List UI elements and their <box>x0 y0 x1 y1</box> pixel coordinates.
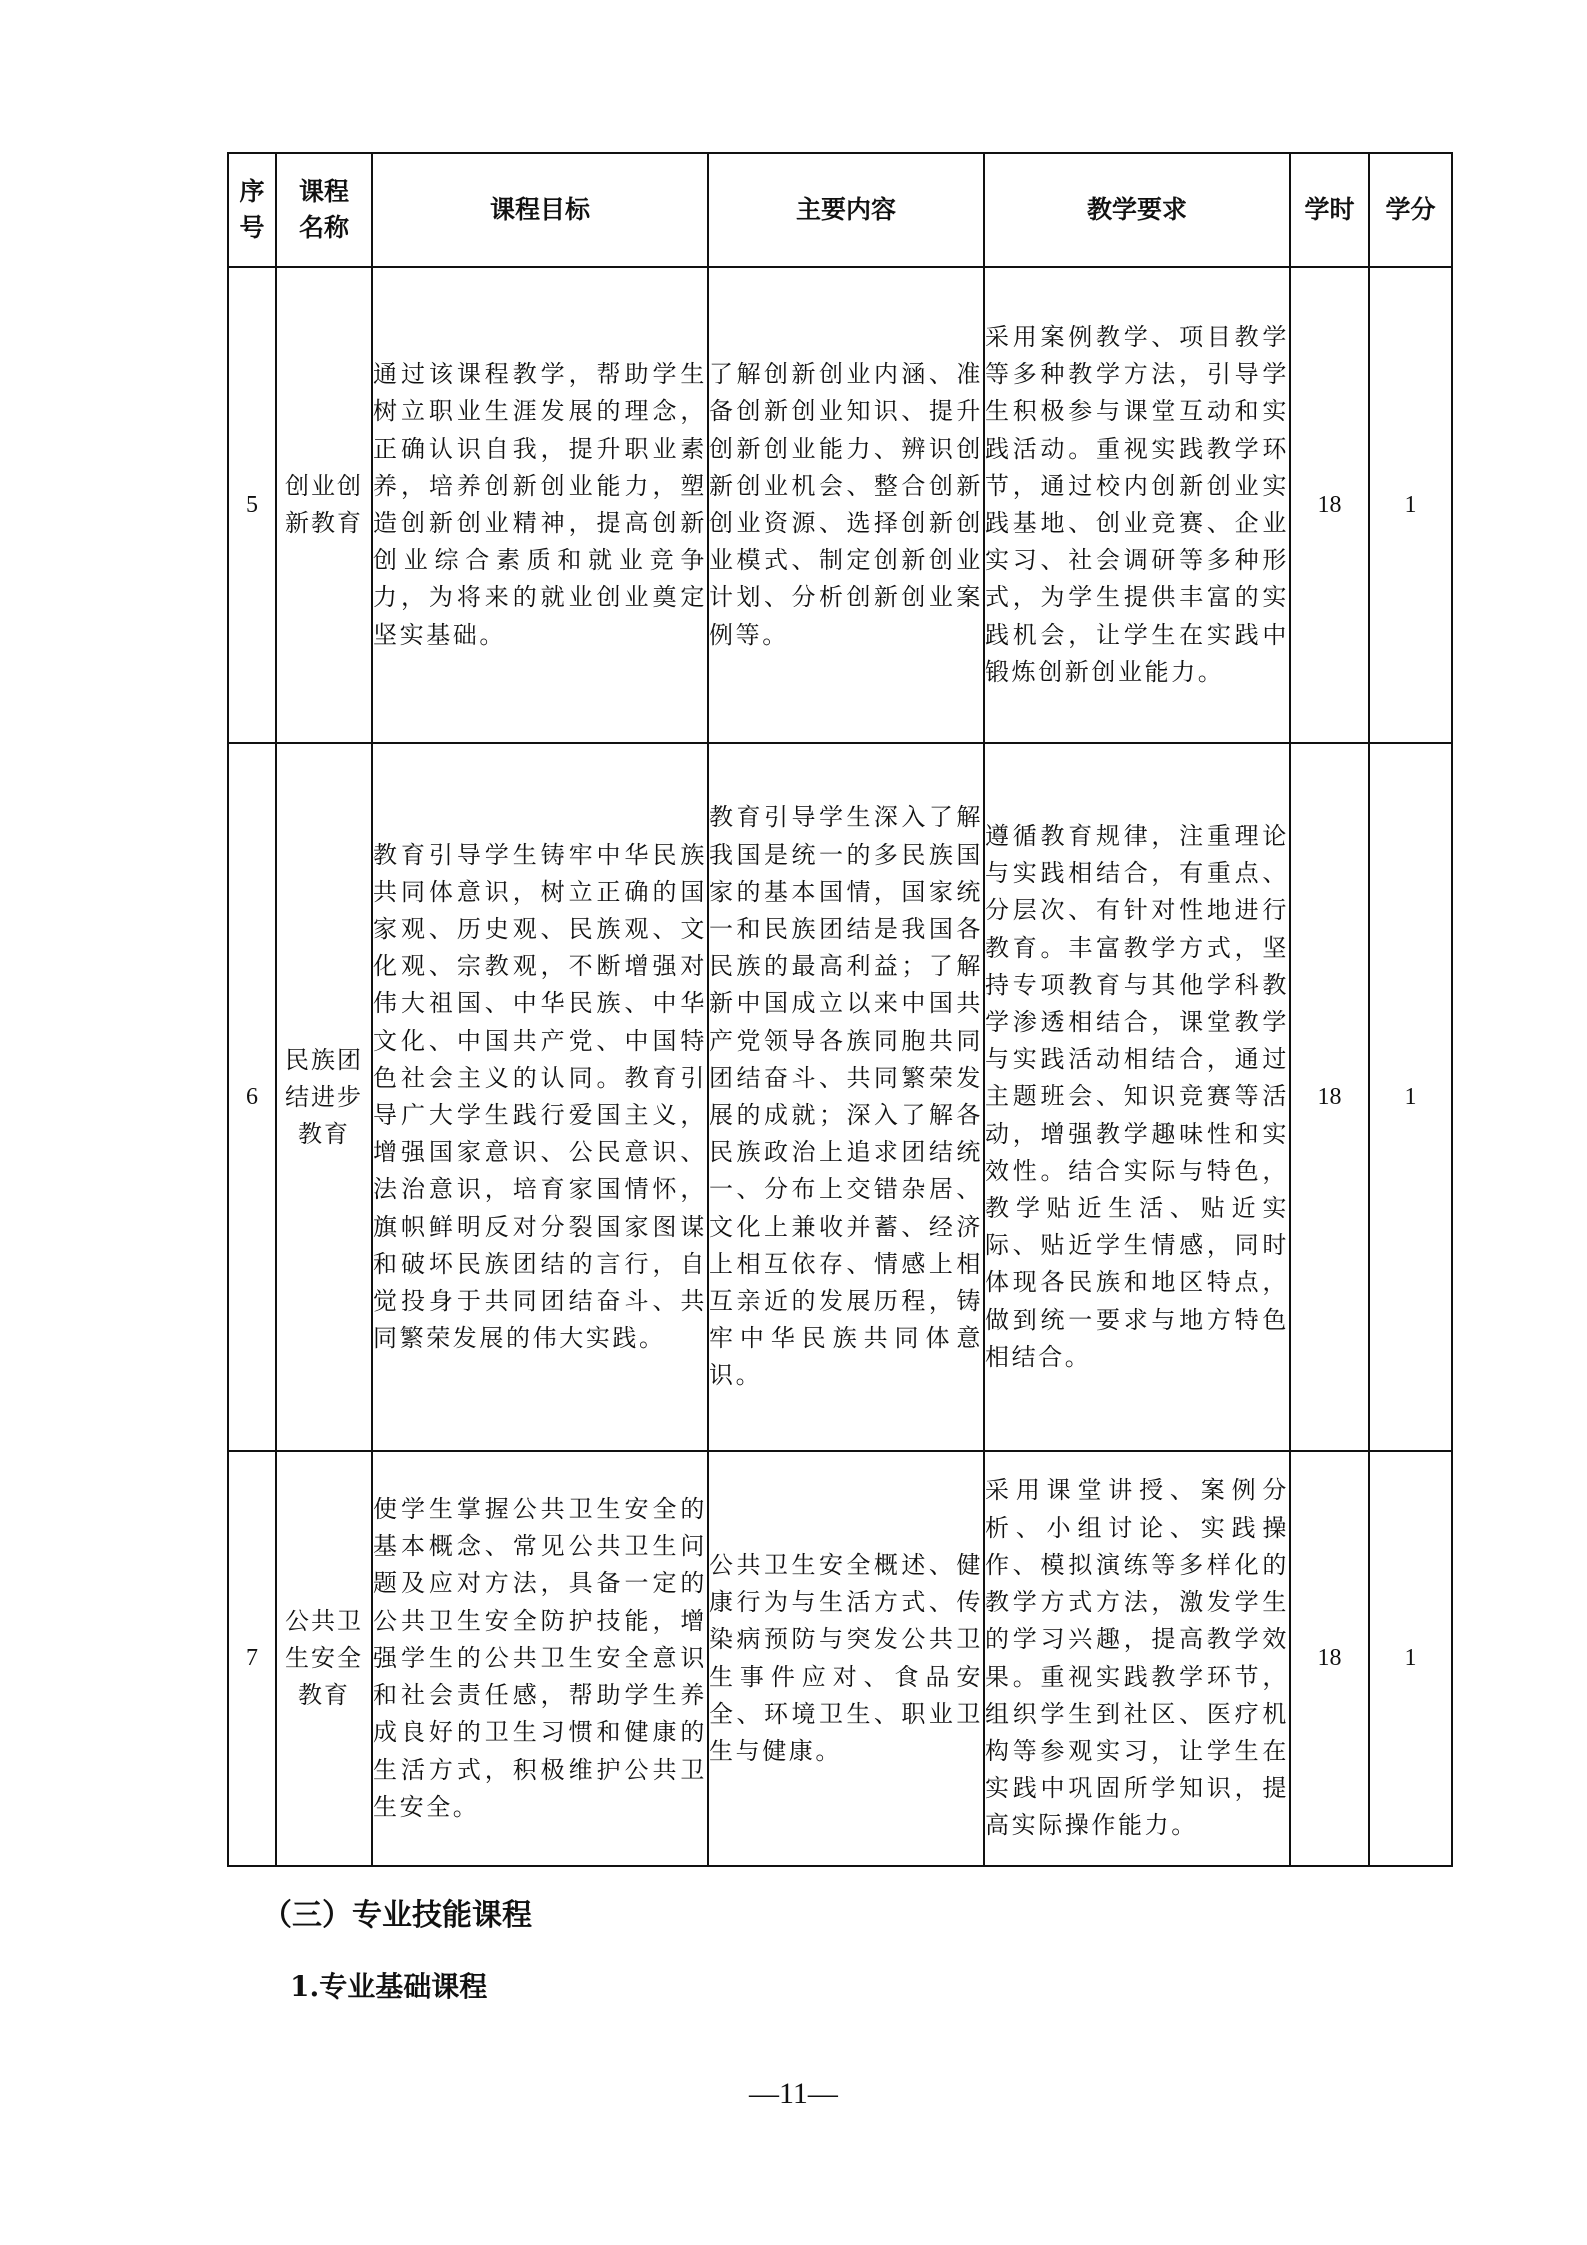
course-table <box>227 152 1453 1867</box>
row-course-name: 民族团结进步教育 <box>276 743 372 1451</box>
row-credits: 1 <box>1369 267 1452 743</box>
row-hours: 18 <box>1290 1451 1369 1866</box>
row-no: 5 <box>228 267 276 743</box>
row-goal: 通过该课程教学，帮助学生树立职业生涯发展的理念，正确认识自我，提升职业素养，培养创新创业能力，塑造创新创业精神，提高创新创业综合素质和就业竞争力，为将来的就业创业奠定坚实基础。 <box>372 267 708 743</box>
row-goal: 使学生掌握公共卫生安全的基本概念、常见公共卫生问题及应对方法，具备一定的公共卫生安全防护技能，增强学生的公共卫生安全意识和社会责任感，帮助学生养成良好的卫生习惯和健康的生活方式，积极维护公共卫生安全。 <box>372 1451 708 1866</box>
row-requirement: 采用案例教学、项目教学等多种教学方法，引导学生积极参与课堂互动和实践活动。重视实践教学环节，通过校内创新创业实践基地、创业竞赛、企业实习、社会调研等多种形式，为学生提供丰富的实践机会，让学生在实践中锻炼创新创业能力。 <box>984 267 1290 743</box>
row-goal: 教育引导学生铸牢中华民族共同体意识，树立正确的国家观、历史观、民族观、文化观、宗教观，不断增强对伟大祖国、中华民族、中华文化、中国共产党、中国特色社会主义的认同。教育引导广大学生践行爱国主义，增强国家意识、公民意识、法治意识，培育家国情怀，旗帜鲜明反对分裂国家图谋和破坏民族团结的言行，自觉投身于共同团结奋斗、共同繁荣发展的伟大实践。 <box>372 743 708 1451</box>
header-goal: 课程目标 <box>372 153 708 267</box>
row-credits: 1 <box>1369 743 1452 1451</box>
row-hours: 18 <box>1290 267 1369 743</box>
row-content: 公共卫生安全概述、健康行为与生活方式、传染病预防与突发公共卫生事件应对、食品安全、环境卫生、职业卫生与健康。 <box>708 1451 984 1866</box>
row-hours: 18 <box>1290 743 1369 1451</box>
row-credits: 1 <box>1369 1451 1452 1866</box>
row-course-name: 公共卫生安全教育 <box>276 1451 372 1866</box>
header-requirement: 教学要求 <box>984 153 1290 267</box>
row-course-name: 创业创新教育 <box>276 267 372 743</box>
page-number: —11— <box>749 2077 838 2110</box>
header-credits: 学分 <box>1369 153 1452 267</box>
table-row <box>228 743 1452 1451</box>
header-content: 主要内容 <box>708 153 984 267</box>
row-content: 教育引导学生深入了解我国是统一的多民族国家的基本国情，国家统一和民族团结是我国各民族的最高利益；了解新中国成立以来中国共产党领导各族同胞共同团结奋斗、共同繁荣发展的成就；深入了解各民族政治上追求团结统一、分布上交错杂居、文化上兼收并蓄、经济上相互依存、情感上相互亲近的发展历程，铸牢中华民族共同体意识。 <box>708 743 984 1451</box>
row-no: 6 <box>228 743 276 1451</box>
subsection-heading: 1.专业基础课程 <box>290 1970 488 2003</box>
table-row <box>228 267 1452 743</box>
header-no: 序号 <box>228 153 276 267</box>
row-requirement: 遵循教育规律，注重理论与实践相结合，有重点、分层次、有针对性地进行教育。丰富教学方式，坚持专项教育与其他学科教学渗透相结合，课堂教学与实践活动相结合，通过主题班会、知识竞赛等活动，增强教学趣味性和实效性。结合实际与特色，教学贴近生活、贴近实际、贴近学生情感，同时体现各民族和地区特点，做到统一要求与地方特色相结合。 <box>984 743 1290 1451</box>
row-content: 了解创新创业内涵、准备创新创业知识、提升创新创业能力、辨识创新创业机会、整合创新创业资源、选择创新创业模式、制定创新创业计划、分析创新创业案例等。 <box>708 267 984 743</box>
row-no: 7 <box>228 1451 276 1866</box>
section-heading: （三）专业技能课程 <box>262 1898 532 1933</box>
table-row <box>228 1451 1452 1866</box>
header-name: 课程名称 <box>276 153 372 267</box>
header-hours: 学时 <box>1290 153 1369 267</box>
row-requirement: 采用课堂讲授、案例分析、小组讨论、实践操作、模拟演练等多样化的教学方式方法，激发学生的学习兴趣，提高教学效果。重视实践教学环节，组织学生到社区、医疗机构等参观实习，让学生在实践中巩固所学知识，提高实际操作能力。 <box>984 1451 1290 1866</box>
table-header-row <box>228 153 1452 267</box>
